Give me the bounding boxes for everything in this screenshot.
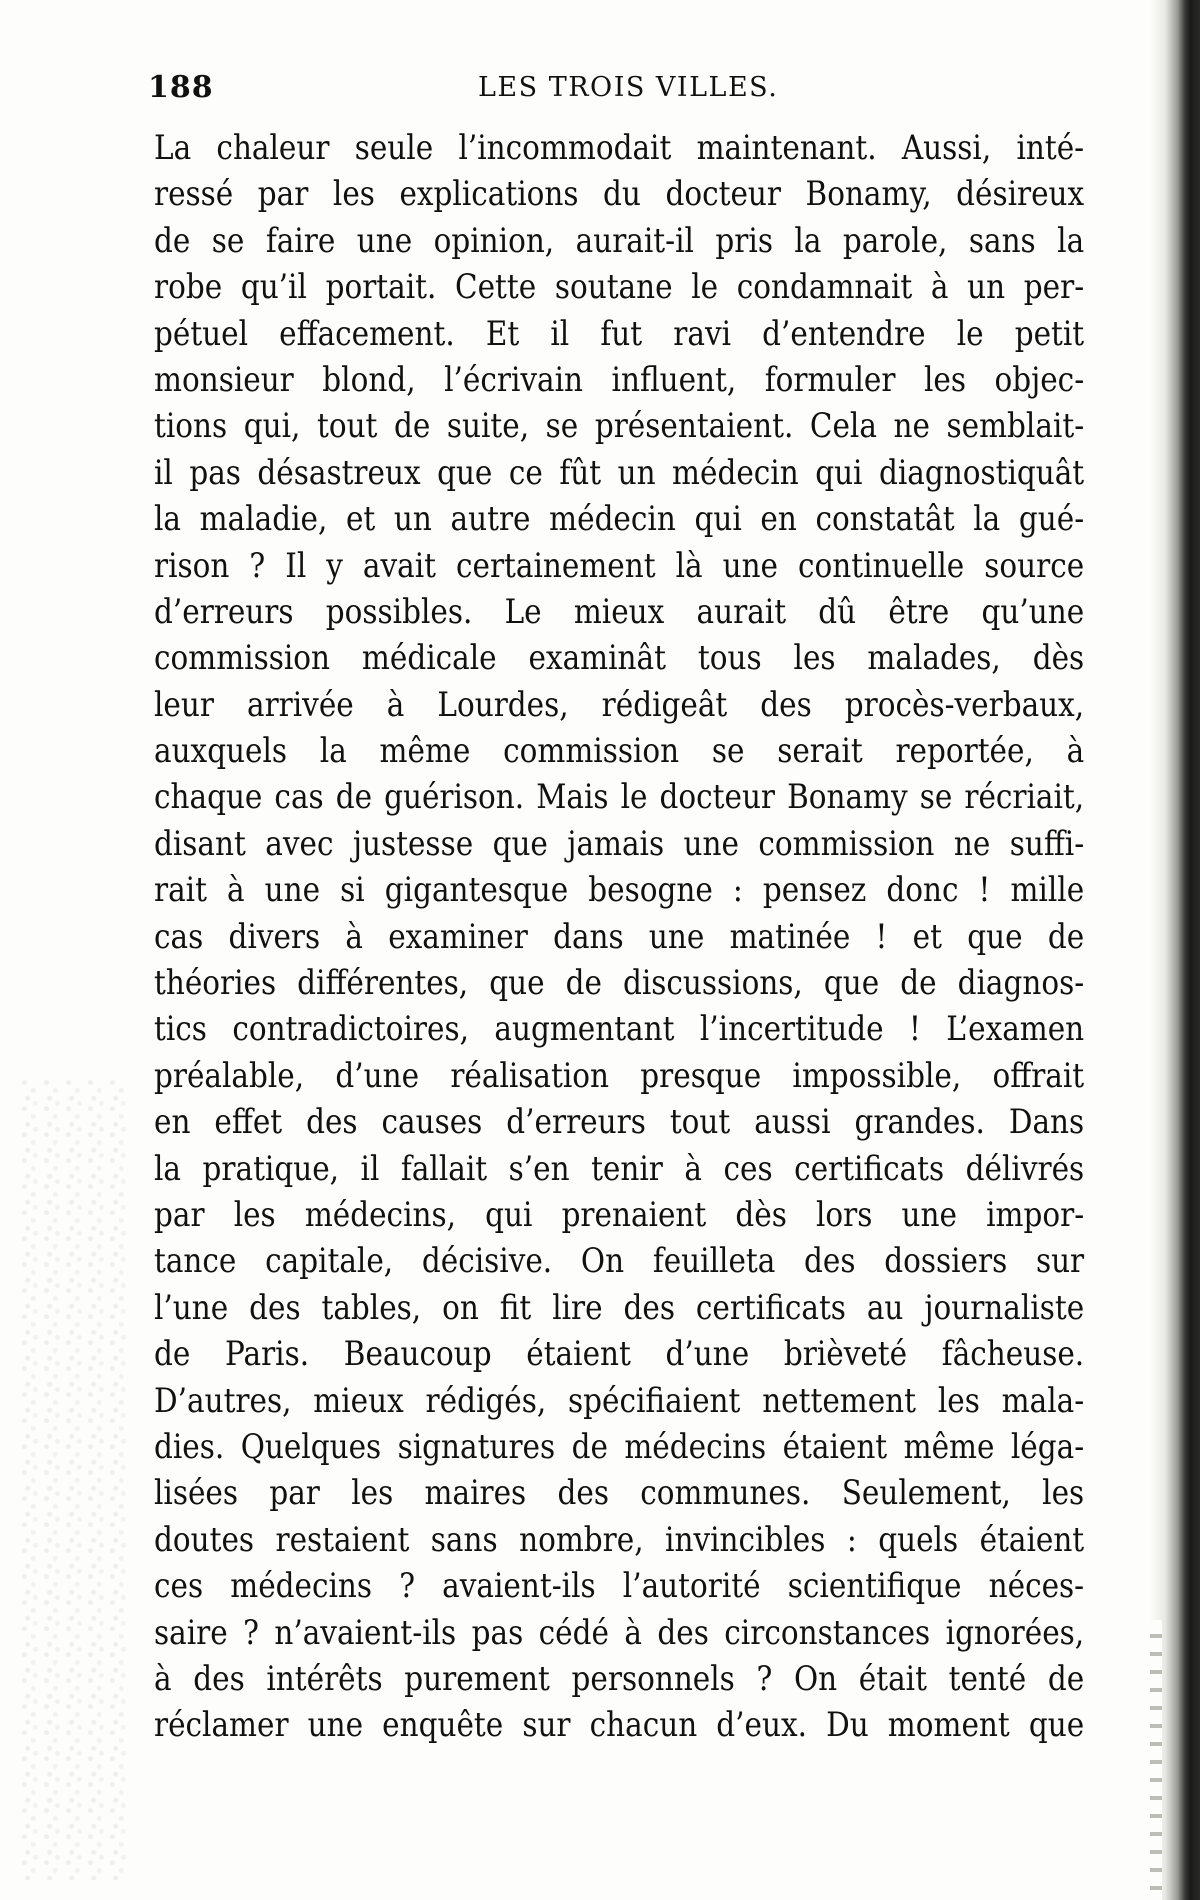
text-line: monsieur blond, l’écrivain influent, formuler les objec- (154, 359, 1085, 399)
text-line: tics contradictoires, augmentant l’incertitude ! L’examen (154, 1009, 1085, 1049)
text-line: rison ? Il y avait certainement là une continuelle source (154, 545, 1085, 585)
text-line: pétuel effacement. Et il fut ravi d’entendre le petit (154, 313, 1085, 353)
text-line: tance capitale, décisive. On feuilleta des dossiers sur (154, 1241, 1085, 1281)
running-head (148, 70, 1088, 110)
text-line: dies. Quelques signatures de médecins étaient même léga- (154, 1426, 1085, 1466)
text-line: d’erreurs possibles. Le mieux aurait dû être qu’une (154, 591, 1085, 631)
text-line: ressé par les explications du docteur Bonamy, désireux (154, 174, 1085, 214)
text-line: l’une des tables, on fit lire des certificats au journaliste (154, 1287, 1085, 1327)
body-text (154, 125, 1084, 1749)
text-line: tions qui, tout de suite, se présentaient. Cela ne semblait- (154, 406, 1085, 446)
text-line: robe qu’il portait. Cette soutane le condamnait à un per- (154, 267, 1085, 307)
text-line: disant avec justesse que jamais une commission ne suffi- (154, 823, 1085, 863)
text-line: par les médecins, qui prenaient dès lors une impor- (154, 1194, 1085, 1234)
binding-edge (1150, 0, 1200, 1900)
text-line: lisées par les maires des communes. Seulement, les (154, 1473, 1085, 1513)
text-line: doutes restaient sans nombre, invincibles : quels étaient (154, 1519, 1085, 1559)
paper-speckle (20, 1080, 130, 1880)
text-line: D’autres, mieux rédigés, spécifiaient nettement les mala- (154, 1380, 1085, 1420)
text-line: à des intérêts purement personnels ? On était tenté de (154, 1658, 1085, 1698)
text-line: en effet des causes d’erreurs tout aussi grandes. Dans (154, 1102, 1085, 1142)
text-line: réclamer une enquête sur chacun d’eux. Du moment que (154, 1705, 1085, 1745)
text-line: leur arrivée à Lourdes, rédigeât des procès-verbaux, (154, 684, 1085, 724)
text-line: commission médicale examinât tous les malades, dès (154, 638, 1085, 678)
text-line: de Paris. Beaucoup étaient d’une brièveté fâcheuse. (154, 1334, 1085, 1374)
text-line: auxquels la même commission se serait reportée, à (154, 731, 1085, 771)
page-number: 188 (148, 70, 214, 105)
text-line: rait à une si gigantesque besogne : pensez donc ! mille (154, 870, 1085, 910)
text-line: il pas désastreux que ce fût un médecin qui diagnostiquât (154, 452, 1085, 492)
text-line: chaque cas de guérison. Mais le docteur Bonamy se récriait, (154, 777, 1085, 817)
text-line: préalable, d’une réalisation presque impossible, offrait (154, 1055, 1085, 1095)
binding-edge-marks (1150, 1620, 1162, 1900)
text-line: saire ? n’avaient-ils pas cédé à des circonstances ignorées, (154, 1612, 1085, 1652)
text-line: La chaleur seule l’incommodait maintenant. Aussi, inté- (154, 128, 1085, 167)
text-line: théories différentes, que de discussions, que de diagnos- (154, 963, 1085, 1003)
text-line: ces médecins ? avaient-ils l’autorité scientifique néces- (154, 1566, 1085, 1606)
text-line: la pratique, il fallait s’en tenir à ces certificats délivrés (154, 1148, 1085, 1188)
text-line: cas divers à examiner dans une matinée ! et que de (154, 916, 1085, 956)
text-line: de se faire une opinion, aurait-il pris la parole, sans la (154, 220, 1085, 260)
text-line: la maladie, et un autre médecin qui en constatât la gué- (154, 499, 1085, 539)
book-title: LES TROIS VILLES. (478, 72, 779, 103)
